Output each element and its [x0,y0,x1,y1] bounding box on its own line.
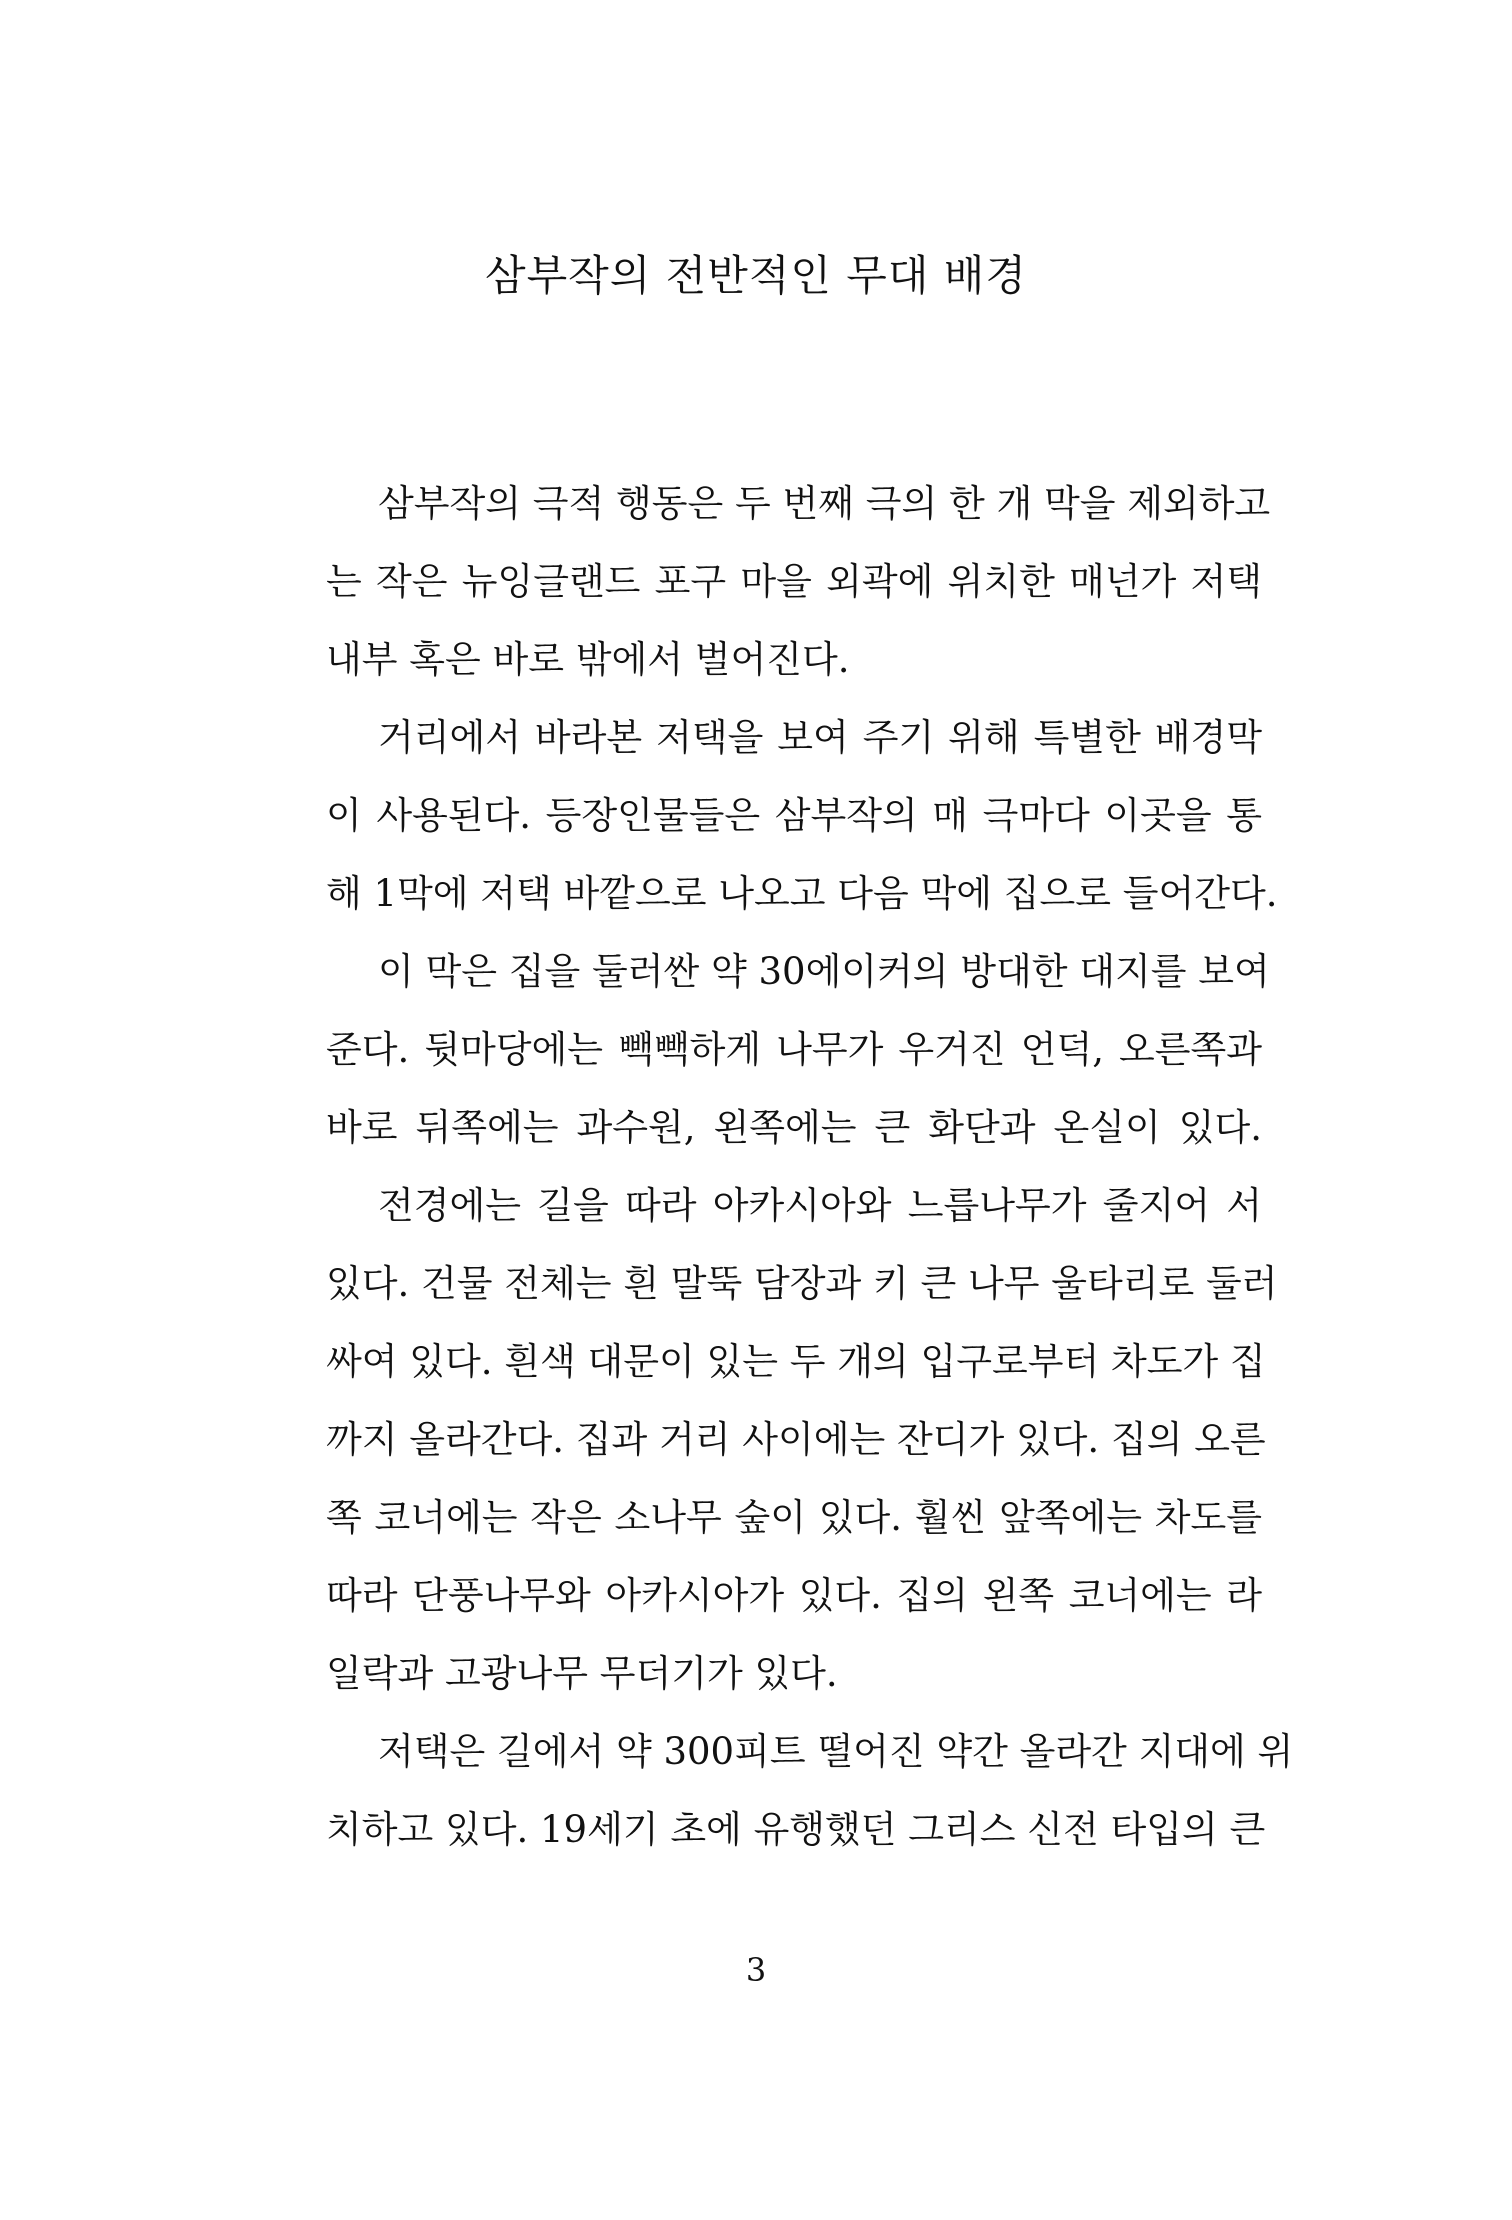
text-line: 까지 올라간다. 집과 거리 사이에는 잔디가 있다. 집의 오른 [326,1418,1266,1461]
text-line: 이 사용된다. 등장인물들은 삼부작의 매 극마다 이곳을 통 [326,794,1262,837]
text-line: 따라 단풍나무와 아카시아가 있다. 집의 왼쪽 코너에는 라 [326,1574,1262,1617]
text-line: 싸여 있다. 흰색 대문이 있는 두 개의 입구로부터 차도가 집 [326,1340,1266,1383]
text-line: 치하고 있다. 19세기 초에 유행했던 그리스 신전 타입의 큰 [326,1808,1266,1851]
page-number: 3 [745,1951,767,1989]
text-line: 거리에서 바라본 저택을 보여 주기 위해 특별한 배경막 [378,716,1262,759]
text-line: 는 작은 뉴잉글랜드 포구 마을 외곽에 위치한 매넌가 저택 [326,560,1262,603]
text-line: 일락과 고광나무 무더기가 있다. [326,1652,838,1695]
text-line: 바로 뒤쪽에는 과수원, 왼쪽에는 큰 화단과 온실이 있다. [326,1106,1262,1149]
text-line: 해 1막에 저택 바깥으로 나오고 다음 막에 집으로 들어간다. [326,872,1278,915]
text-line: 준다. 뒷마당에는 빽빽하게 나무가 우거진 언덕, 오른쪽과 [326,1028,1262,1071]
text-line: 있다. 건물 전체는 흰 말뚝 담장과 키 큰 나무 울타리로 둘러 [326,1262,1278,1305]
page-title: 삼부작의 전반적인 무대 배경 [485,251,1027,300]
text-line: 삼부작의 극적 행동은 두 번째 극의 한 개 막을 제외하고 [378,482,1271,525]
text-line: 저택은 길에서 약 300피트 떨어진 약간 올라간 지대에 위 [378,1730,1294,1773]
text-line: 쪽 코너에는 작은 소나무 숲이 있다. 훨씬 앞쪽에는 차도를 [326,1496,1262,1539]
text-line: 전경에는 길을 따라 아카시아와 느릅나무가 줄지어 서 [378,1184,1262,1227]
text-line: 내부 혹은 바로 밖에서 벌어진다. [326,638,850,681]
text-line: 이 막은 집을 둘러싼 약 30에이커의 방대한 대지를 보여 [378,950,1270,993]
